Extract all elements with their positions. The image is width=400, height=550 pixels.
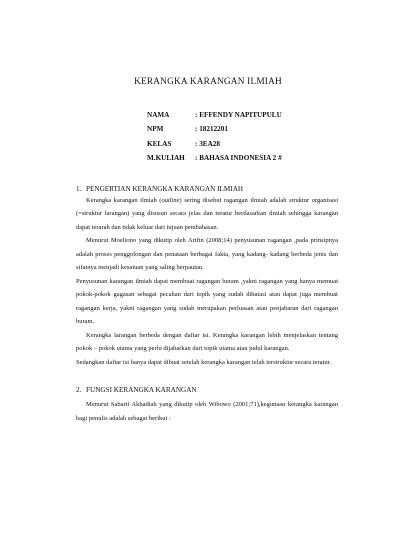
meta-value: : BAHASA INDONESIA 2 # <box>195 154 282 163</box>
section-number: 1. <box>76 184 82 193</box>
section-title: FUNGSI KERANGKA KARANGAN <box>86 386 197 395</box>
paragraph: Penyusunan karangan ilmiah dapat membuat ragangan buram ,yakni ragangan yang hanya memuat pokok-pokok gagasan sebagai pecahan dari topik yang sudah dibatasi atau dapat juga membuat ragangan kerja, yakni ragangan yang sudah merupakan perluasan atau penjabaran dari ragangan buram. <box>76 277 338 326</box>
paragraph: Kerangka larangan berbeda dengan daftar isi. Kerangka karangan lebih menjelaskan tentang pokok – pokok utama yang perlu dijabarkan dari topik utama atau judul karangan. <box>76 331 338 353</box>
paragraph: Sedangkan daftar isi hanya dapat dibuat setelah kerangka karangan telah terstruktur secara teratur. <box>76 358 332 366</box>
meta-label: M.KULIAH <box>147 154 185 163</box>
section-1-body <box>76 194 338 370</box>
meta-value: : EFFENDY NAPITUPULU <box>195 111 282 119</box>
meta-row-matakuliah <box>147 151 338 165</box>
student-info <box>147 108 338 166</box>
section-number: 2. <box>76 386 82 395</box>
meta-label: NPM <box>147 125 164 134</box>
meta-label: NAMA <box>147 111 170 119</box>
meta-row-npm <box>147 122 338 136</box>
section-2-heading <box>76 386 338 394</box>
section-1-heading <box>76 185 338 193</box>
meta-value: : 3EA28 <box>195 139 220 148</box>
meta-label: KELAS <box>147 139 172 148</box>
paragraph: Menurut Sabarti Akhadiah yang dikutip oleh Wibowo (2001;71),kegunaan kerangka karangan bagi penulis adalah sebagai berikut : <box>76 401 338 422</box>
section-title: PENGERTIAN KERANGKA KARANGAN ILMIAH <box>86 184 244 193</box>
paragraph: Menurut Moeliono yang dikutip oleh Arifin (2008;14) penyusunan ragangan ,pada prinsipnya adalah proses penggolongan dan penataan berbagai fakta, yang kadang- kadang berbeda jenis dan sifatnya menjadi kesatuan yang saling berpautan. <box>76 237 338 272</box>
meta-row-name <box>147 108 338 122</box>
paragraph-text: ) sering disebut ragangan ilmiah adalah struktur organisasi (=struktur larangan) yang disusun secara jelas dan teratur berdasarkan ilmiah sehingga karangan dapat terarah dan tidak keluar dari tujuan pembahasan. <box>76 196 338 231</box>
meta-value: : 18212201 <box>195 125 228 134</box>
paragraph <box>76 194 338 235</box>
italic-term: outline <box>161 196 180 204</box>
paragraph-text: Kerangka karangan ilmiah ( <box>86 196 162 204</box>
document-title: KERANGKA KARANGAN ILMIAH <box>134 77 282 87</box>
section-2-body <box>76 398 338 425</box>
meta-row-kelas <box>147 137 338 151</box>
